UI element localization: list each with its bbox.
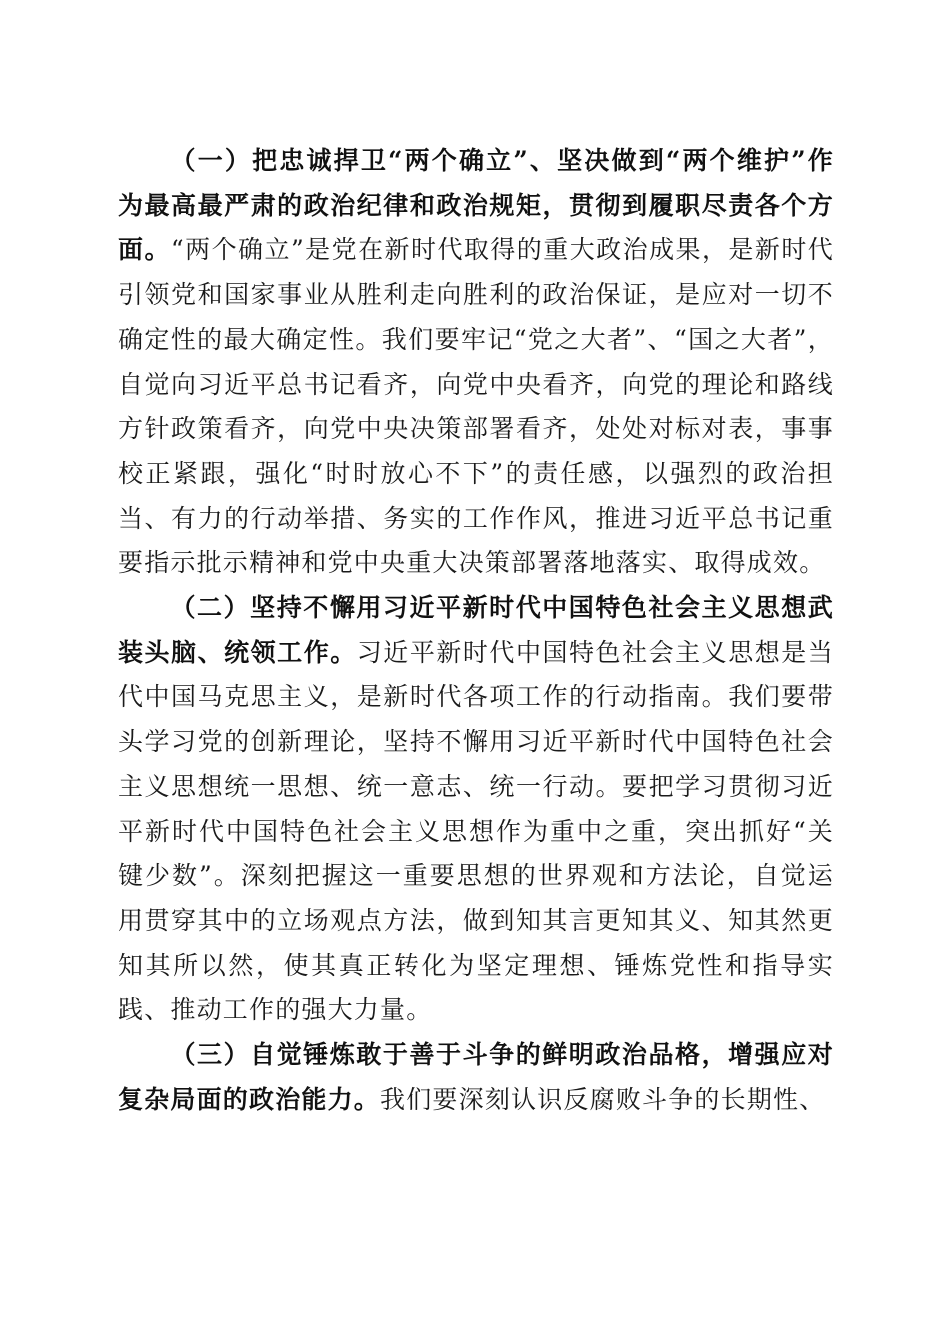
document-body — [118, 139, 834, 1122]
paragraph-2 — [118, 586, 834, 1033]
paragraph-3-heading: （三）自觉锤炼敢于善于斗争的鲜明政治品格，增强应对复杂局面的政治能力。 — [118, 1040, 834, 1114]
paragraph-2-body: 习近平新时代中国特色社会主义思想是当代中国马克思主义，是新时代各项工作的行动指南。我们要带头学习党的创新理论，坚持不懈用习近平新时代中国特色社会主义思想统一思想、统一意志、统一行动。要把学习贯彻习近平新时代中国特色社会主义思想作为重中之重，突出抓好“关键少数”。深刻把握这一重要思想的世界观和方法论，自觉运用贯穿其中的立场观点方法，做到知其言更知其义、知其然更知其所以然，使其真正转化为坚定理想、锤炼党性和指导实践、推动工作的强大力量。 — [118, 637, 834, 1025]
paragraph-2-heading: （二）坚持不懈用习近平新时代中国特色社会主义思想武装头脑、统领工作。 — [118, 593, 834, 667]
paragraph-3 — [118, 1033, 834, 1122]
paragraph-1 — [118, 139, 834, 586]
paragraph-1-heading: （一）把忠诚捍卫“两个确立”、坚决做到“两个维护”作为最高最严肃的政治纪律和政治规矩，贯彻到履职尽责各个方面。 — [118, 146, 834, 265]
paragraph-1-body: “两个确立”是党在新时代取得的重大政治成果，是新时代引领党和国家事业从胜利走向胜利的政治保证，是应对一切不确定性的最大确定性。我们要牢记“党之大者”、“国之大者”，自觉向习近平总书记看齐，向党中央看齐，向党的理论和路线方针政策看齐，向党中央决策部署看齐，处处对标对表，事事校正紧跟，强化“时时放心不下”的责任感，以强烈的政治担当、有力的行动举措、务实的工作作风，推进习近平总书记重要指示批示精神和党中央重大决策部署落地落实、取得成效。 — [118, 235, 834, 578]
paragraph-3-body: 我们要深刻认识反腐败斗争的长期性、 — [380, 1084, 826, 1114]
